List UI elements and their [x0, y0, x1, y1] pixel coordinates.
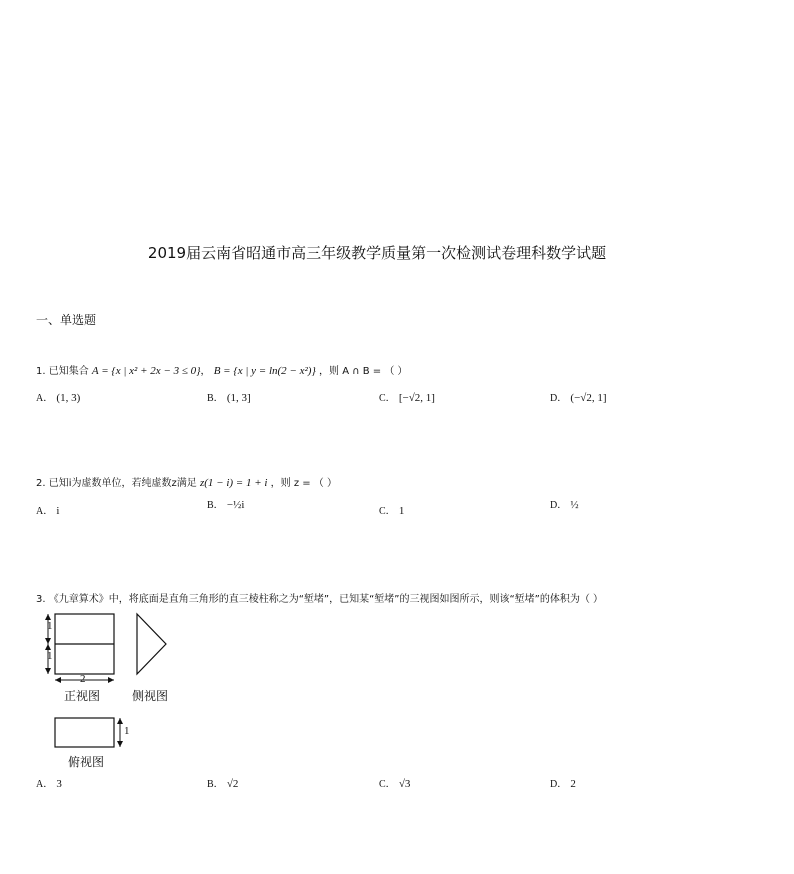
dimension-label: 1 — [47, 620, 53, 632]
option-value: √2 — [226, 778, 239, 790]
question-number: 3. — [36, 594, 46, 605]
three-view-figure — [40, 608, 180, 748]
section-heading: 一、单选题 — [36, 313, 97, 327]
q1-option-a: A． (1, 3) — [36, 392, 81, 404]
q2-option-a: A． i — [36, 505, 60, 517]
option-value: −½i — [226, 499, 245, 511]
page-title: 2019届云南省昭通市高三年级教学质量第一次检测试卷理科数学试题 — [147, 244, 607, 262]
q3-option-b: B． √2 — [207, 778, 239, 790]
option-value: (1, 3) — [56, 392, 81, 404]
option-value: (1, 3] — [226, 392, 251, 404]
arrow-icon — [55, 677, 61, 683]
q2-option-c: C． 1 — [379, 505, 405, 517]
question-text: 已知i为虚数单位，若纯虚数z满足 — [48, 478, 197, 489]
arrow-icon — [117, 718, 123, 724]
arrow-icon — [117, 741, 123, 747]
q1-option-c: C． [−√2, 1] — [379, 392, 435, 404]
dimension-label: 1 — [124, 725, 130, 737]
arrow-icon — [45, 668, 51, 674]
question-text: 《九章算术》中，将底面是直角三角形的直三棱柱称之为“堑堵”，已知某“堑堵”的三视图如图所示，则该“堑堵”的体积为（ ） — [48, 594, 603, 605]
dimension-label: 2 — [80, 673, 86, 685]
option-value: (−√2, 1] — [570, 392, 607, 404]
option-value: 2 — [570, 778, 576, 790]
option-value: ½ — [570, 499, 579, 511]
arrow-icon — [108, 677, 114, 683]
question-2-stem — [36, 474, 337, 489]
q1-option-d: D． (−√2, 1] — [550, 392, 607, 404]
q3-option-d: D． 2 — [550, 778, 576, 790]
q1-option-b: B． (1, 3] — [207, 392, 251, 404]
option-value: i — [56, 505, 60, 517]
option-value: √3 — [398, 778, 411, 790]
top-view-rect — [55, 718, 114, 747]
dimension-label: 1 — [47, 650, 53, 662]
equation: z(1 − i) = 1 + i — [199, 477, 268, 489]
set-a-formula: A = {x | x² + 2x − 3 ≤ 0} — [91, 365, 201, 377]
question-suffix: ，则 z = （ ） — [270, 478, 337, 489]
question-text: 已知集合 — [48, 366, 89, 377]
question-1-stem: 1. 已知集合 A = {x | x² + 2x − 3 ≤ 0}， B = {x | y = ln(2 − x²)} ，则 A ∩ B = （ ） — [36, 365, 408, 377]
side-view-label: 侧视图 — [132, 689, 169, 703]
q3-option-a: A． 3 — [36, 778, 62, 790]
q2-option-d: D． ½ — [550, 499, 579, 511]
side-view-triangle — [137, 614, 166, 674]
question-3-stem — [36, 590, 603, 605]
arrow-icon — [45, 638, 51, 644]
option-value: [−√2, 1] — [398, 392, 435, 404]
question-number: 1. — [36, 366, 46, 377]
question-number: 2. — [36, 478, 46, 489]
set-b-formula: B = {x | y = ln(2 − x²)} — [213, 365, 316, 377]
top-view-label: 俯视图 — [68, 755, 105, 769]
option-value: 1 — [398, 505, 405, 517]
q2-option-b: B． −½i — [207, 499, 245, 511]
option-value: 3 — [56, 778, 62, 790]
front-view-label: 正视图 — [64, 689, 101, 703]
question-suffix: ，则 A ∩ B = （ ） — [319, 366, 408, 377]
q3-option-c: C． √3 — [379, 778, 411, 790]
